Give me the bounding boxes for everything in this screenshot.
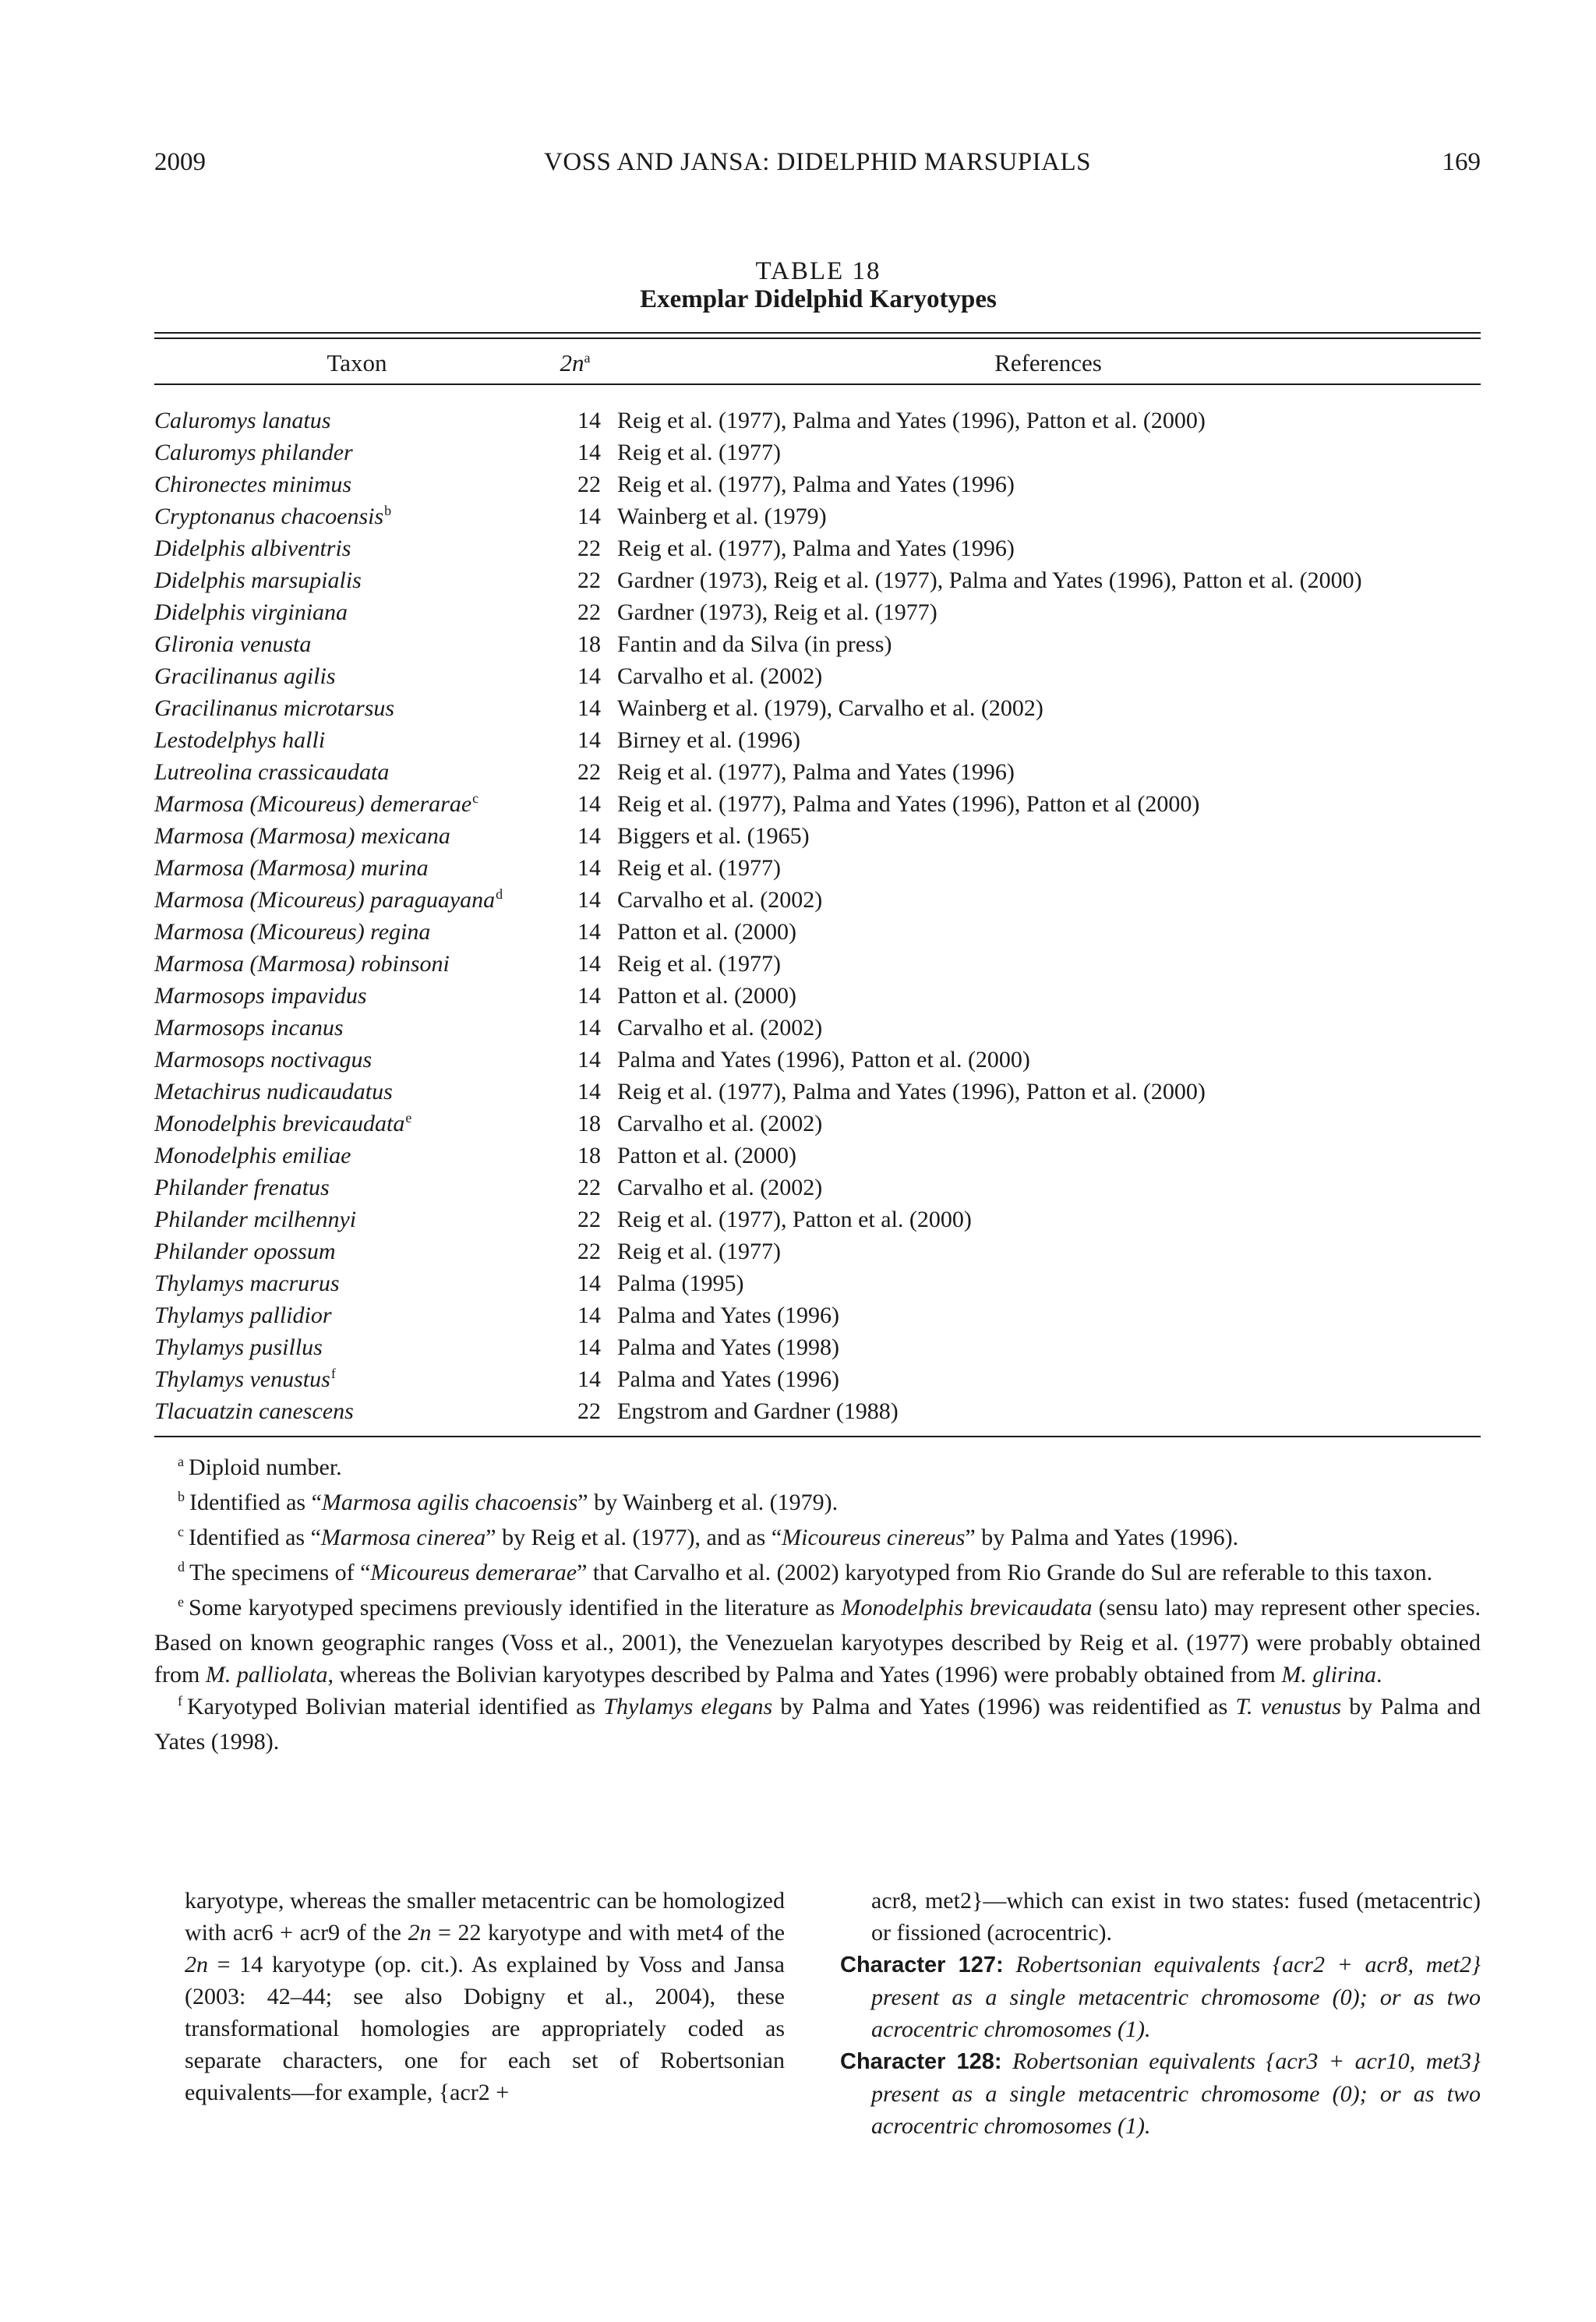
taxon-cell (154, 1012, 344, 1044)
body-column-left (185, 1885, 785, 2108)
taxon-cell (154, 1331, 323, 1363)
taxon-name: Gracilinanus agilis (154, 663, 336, 689)
references-cell: Reig et al. (1977), Palma and Yates (1996), Patton et al (2000) (617, 791, 1200, 817)
references-cell: Reig et al. (1977) (617, 855, 781, 881)
character-127 (840, 1949, 1481, 2045)
diploid-number-cell: 14 (577, 727, 601, 753)
taxon-cell (154, 436, 353, 468)
table-row (154, 1331, 1495, 1363)
footnote-taxon: M. glirina (1281, 1662, 1377, 1688)
taxon-name: Marmosa (Marmosa) robinsoni (154, 951, 450, 977)
taxon-name: Lutreolina crassicaudata (154, 759, 390, 785)
taxon-name: Marmosa (Micoureus) regina (154, 919, 431, 945)
body-text: karyotype, whereas the smaller metacentric can be homologized with acr6 + acr9 of the (185, 1888, 785, 1946)
taxon-cell (154, 628, 311, 660)
diploid-number-cell: 14 (577, 1334, 601, 1360)
references-cell: Wainberg et al. (1979), Carvalho et al. (2002) (617, 695, 1043, 721)
body-text: = 22 karyotype and with met4 of the (431, 1920, 786, 1946)
references-cell: Reig et al. (1977), Palma and Yates (1996) (617, 535, 1015, 561)
taxon-name: Glironia venusta (154, 631, 312, 657)
taxon-name: Didelphis albiventris (154, 535, 351, 561)
taxon-name: Marmosops incanus (154, 1015, 344, 1041)
taxon-name: Didelphis marsupialis (154, 567, 362, 593)
taxon-name: Thylamys macrurus (154, 1271, 340, 1296)
footnote-taxon: Thylamys elegans (603, 1694, 773, 1719)
taxon-cell (154, 1203, 356, 1235)
table-row (154, 628, 1495, 660)
references-cell: Palma and Yates (1996), Patton et al. (2000) (617, 1047, 1030, 1073)
taxon-cell (154, 820, 450, 852)
footnote-taxon: T. venustus (1235, 1694, 1342, 1719)
footnote-text: . (1376, 1662, 1382, 1688)
diploid-number-cell: 22 (577, 472, 601, 497)
references-cell: Patton et al. (2000) (617, 1143, 796, 1168)
taxon-cell (154, 1267, 340, 1299)
taxon-cell (154, 1044, 372, 1076)
footnote-text: ” that Carvalho et al. (2002) karyotyped from Rio Grande do Sul are referable to this taxon. (577, 1560, 1433, 1585)
footnote-text: Some karyotyped specimens previously identified in the literature as (189, 1595, 842, 1620)
column-header-references: References (994, 349, 1102, 376)
taxon-cell (154, 564, 362, 596)
taxon-name: Gracilinanus microtarsus (154, 695, 395, 721)
body-column-right (840, 1885, 1481, 2142)
references-cell: Reig et al. (1977), Palma and Yates (1996) (617, 759, 1015, 785)
references-cell: Fantin and da Silva (in press) (617, 631, 892, 657)
diploid-number-cell: 14 (577, 504, 601, 529)
body-math: 2n (185, 1952, 208, 1977)
taxon-name: Didelphis virginiana (154, 599, 348, 625)
table-row (154, 1235, 1495, 1267)
diploid-number-cell: 14 (577, 1079, 601, 1104)
taxon-name: Marmosops impavidus (154, 983, 367, 1009)
taxon-cell (154, 1363, 336, 1398)
footnote-taxon: M. palliolata (205, 1662, 328, 1688)
table-top-rule-second (154, 338, 1481, 339)
diploid-number-cell: 14 (577, 1271, 601, 1296)
table-row (154, 916, 1495, 948)
column-header-diploid-footnote: a (584, 350, 591, 366)
references-cell: Reig et al. (1977), Palma and Yates (1996), Patton et al. (2000) (617, 408, 1206, 433)
taxon-cell (154, 948, 450, 980)
footnote-text: The specimens of “ (189, 1560, 371, 1585)
taxon-cell (154, 916, 430, 948)
taxon-name: Thylamys venustus (154, 1366, 330, 1392)
table-title: TABLE 18 (755, 257, 881, 285)
table-row (154, 660, 1495, 692)
diploid-number-cell: 14 (577, 663, 601, 689)
references-cell: Carvalho et al. (2002) (617, 663, 823, 689)
column-header-diploid-label: 2n (560, 349, 584, 376)
diploid-number-cell: 14 (577, 951, 601, 977)
references-cell: Carvalho et al. (2002) (617, 1015, 823, 1041)
taxon-cell (154, 724, 325, 756)
taxon-cell (154, 756, 389, 788)
references-cell: Gardner (1973), Reig et al. (1977) (617, 599, 937, 625)
diploid-number-cell: 14 (577, 1302, 601, 1328)
taxon-cell (154, 660, 336, 692)
references-cell: Reig et al. (1977) (617, 440, 781, 465)
table-row (154, 1395, 1495, 1427)
taxon-name: Marmosops noctivagus (154, 1047, 373, 1073)
taxon-cell (154, 1172, 330, 1203)
diploid-number-cell: 22 (577, 567, 601, 593)
table-row (154, 1363, 1495, 1395)
character-description: Robertsonian equivalents {acr3 + acr10, met3} present as a single metacentric chromosome (0); or as two acrocentric chromosomes (1). (871, 2048, 1481, 2139)
table-bottom-rule (154, 1436, 1481, 1437)
footnote-mark: b (178, 1489, 185, 1504)
taxon-name: Monodelphis emiliae (154, 1143, 351, 1168)
references-cell: Carvalho et al. (2002) (617, 887, 823, 913)
header-year: 2009 (154, 148, 206, 176)
column-header-taxon: Taxon (327, 349, 387, 376)
taxon-cell (154, 468, 351, 500)
footnote-mark: f (178, 1693, 182, 1709)
table-row (154, 468, 1495, 500)
table-row (154, 980, 1495, 1012)
taxon-cell (154, 980, 367, 1012)
taxon-name: Lestodelphys halli (154, 727, 326, 753)
body-text: = 14 karyotype (op. cit.). As explained by Voss and Jansa (2003: 42–44; see also Dobigny et al., 2004), these transformational homologies are appropriately coded as separate characters, one for each set of Robertsonian equivalents—for example, {acr2 + (185, 1952, 785, 2105)
taxon-cell (154, 1395, 354, 1427)
references-cell: Palma and Yates (1996) (617, 1366, 839, 1392)
references-cell: Reig et al. (1977) (617, 1239, 781, 1264)
references-cell: Palma (1995) (617, 1271, 744, 1296)
table-row (154, 1267, 1495, 1299)
table-row (154, 1172, 1495, 1203)
references-cell: Palma and Yates (1996) (617, 1302, 839, 1328)
diploid-number-cell: 22 (577, 1398, 601, 1424)
diploid-number-cell: 22 (577, 599, 601, 625)
diploid-number-cell: 18 (577, 631, 601, 657)
table-row (154, 1076, 1495, 1108)
taxon-name: Philander mcilhennyi (154, 1207, 357, 1232)
diploid-number-cell: 14 (577, 408, 601, 433)
diploid-number-cell: 22 (577, 1207, 601, 1232)
diploid-number-cell: 14 (577, 919, 601, 945)
footnote-text: Karyotyped Bolivian material identified as (187, 1694, 604, 1719)
footnote-text: , whereas the Bolivian karyotypes described by Palma and Yates (1996) were probably obtained from (327, 1662, 1282, 1688)
table-row (154, 852, 1495, 884)
footnote-mark: a (178, 1454, 184, 1469)
taxon-cell (154, 788, 478, 823)
taxon-name: Tlacuatzin canescens (154, 1398, 354, 1424)
taxon-name: Metachirus nudicaudatus (154, 1079, 393, 1104)
footnote-mark: c (178, 1524, 184, 1539)
running-header (154, 148, 1481, 179)
taxon-cell (154, 1108, 411, 1143)
references-cell: Carvalho et al. (2002) (617, 1111, 823, 1136)
diploid-number-cell: 14 (577, 983, 601, 1009)
table-row (154, 756, 1495, 788)
footnote-text: ” by Palma and Yates (1996). (965, 1525, 1239, 1550)
taxon-name: Thylamys pallidior (154, 1302, 332, 1328)
body-paragraph: acr8, met2}—which can exist in two states: fused (metacentric) or fissioned (acrocentric). (871, 1888, 1481, 1946)
references-cell: Patton et al. (2000) (617, 919, 796, 945)
footnote-f (154, 1691, 1481, 1758)
references-cell: Gardner (1973), Reig et al. (1977), Palma and Yates (1996), Patton et al. (2000) (617, 567, 1362, 593)
diploid-number-cell: 14 (577, 695, 601, 721)
footnote-mark: c (472, 790, 479, 806)
footnote-e (154, 1592, 1481, 1691)
taxon-cell (154, 1299, 332, 1331)
body-math: 2n (408, 1920, 432, 1946)
table-row (154, 724, 1495, 756)
references-cell: Reig et al. (1977), Palma and Yates (1996), Patton et al. (2000) (617, 1079, 1206, 1104)
taxon-name: Cryptonanus chacoensis (154, 504, 384, 529)
table-row (154, 500, 1495, 532)
table-row (154, 532, 1495, 564)
table-top-rule (154, 332, 1481, 334)
table-row (154, 788, 1495, 820)
references-cell: Palma and Yates (1998) (617, 1334, 839, 1360)
taxon-name: Philander frenatus (154, 1175, 330, 1200)
footnote-mark: b (384, 503, 392, 518)
table-subtitle: Exemplar Didelphid Karyotypes (640, 285, 997, 313)
footnote-taxon: Micoureus demerarae (370, 1560, 577, 1585)
taxon-name: Marmosa (Marmosa) mexicana (154, 823, 450, 849)
taxon-name: Caluromys lanatus (154, 408, 331, 433)
taxon-cell (154, 692, 394, 724)
footnote-text: (sensu lato) may represent other species. Based on known geographic ranges (Voss et al., 2001), the Venezuelan karyotypes described by Reig et al. (1977) were probably obtained from (154, 1595, 1481, 1688)
diploid-number-cell: 14 (577, 887, 601, 913)
footnote-taxon: Marmosa cinerea (320, 1525, 486, 1550)
character-128 (840, 2045, 1481, 2142)
body-paragraph (185, 1885, 785, 2108)
footnote-text: by Palma and Yates (1996) was reidentified as (772, 1694, 1236, 1719)
character-description: Robertsonian equivalents {acr2 + acr8, met2} present as a single metacentric chromosome (0); or as two acrocentric chromosomes (1). (871, 1952, 1481, 2042)
diploid-number-cell: 22 (577, 1239, 601, 1264)
footnote-c (154, 1521, 1481, 1557)
table-row (154, 436, 1495, 468)
table-row (154, 1012, 1495, 1044)
diploid-number-cell: 14 (577, 855, 601, 881)
taxon-cell (154, 884, 503, 919)
table-row (154, 1044, 1495, 1076)
table-row (154, 692, 1495, 724)
table-footnotes (154, 1451, 1481, 1758)
references-cell: Reig et al. (1977), Patton et al. (2000) (617, 1207, 972, 1232)
taxon-cell (154, 596, 348, 628)
table-row (154, 596, 1495, 628)
diploid-number-cell: 18 (577, 1143, 601, 1168)
footnote-a (154, 1451, 1481, 1486)
table-row (154, 1108, 1495, 1140)
footnote-text: Identified as “ (189, 1490, 322, 1515)
table-row (154, 405, 1495, 436)
diploid-number-cell: 14 (577, 823, 601, 849)
taxon-cell (154, 852, 429, 884)
footnote-text: ” by Wainberg et al. (1979). (577, 1490, 839, 1515)
character-label: Character 127: (840, 1953, 1004, 1977)
taxon-name: Chironectes minimus (154, 472, 352, 497)
references-cell: Patton et al. (2000) (617, 983, 796, 1009)
references-cell: Birney et al. (1996) (617, 727, 800, 753)
footnote-taxon: Marmosa agilis chacoensis (321, 1490, 578, 1515)
footnote-text: Diploid number. (189, 1454, 342, 1480)
references-cell: Biggers et al. (1965) (617, 823, 810, 849)
diploid-number-cell: 14 (577, 1047, 601, 1073)
references-cell: Reig et al. (1977), Palma and Yates (1996) (617, 472, 1015, 497)
taxon-name: Thylamys pusillus (154, 1334, 323, 1360)
footnote-mark: d (496, 886, 503, 902)
references-cell: Engstrom and Gardner (1988) (617, 1398, 899, 1424)
taxon-cell (154, 1076, 393, 1108)
diploid-number-cell: 14 (577, 791, 601, 817)
taxon-name: Philander opossum (154, 1239, 336, 1264)
taxon-name: Marmosa (Micoureus) paraguayana (154, 887, 496, 913)
diploid-number-cell: 22 (577, 535, 601, 561)
diploid-number-cell: 22 (577, 759, 601, 785)
diploid-number-cell: 14 (577, 1366, 601, 1392)
table-row (154, 948, 1495, 980)
diploid-number-cell: 22 (577, 1175, 601, 1200)
taxon-name: Marmosa (Marmosa) murina (154, 855, 429, 881)
footnote-mark: f (330, 1366, 336, 1381)
taxon-cell (154, 500, 391, 535)
footnote-d (154, 1557, 1481, 1592)
page-number: 169 (1442, 148, 1481, 176)
footnote-b (154, 1486, 1481, 1521)
table-row (154, 884, 1495, 916)
footnote-text: ” by Reig et al. (1977), and as “ (486, 1525, 782, 1550)
taxon-name: Caluromys philander (154, 440, 353, 465)
footnote-text: by Palma and Yates (1998). (154, 1694, 1481, 1755)
footnote-taxon: Micoureus cinereus (782, 1525, 966, 1550)
diploid-number-cell: 14 (577, 440, 601, 465)
references-cell: Carvalho et al. (2002) (617, 1175, 823, 1200)
references-cell: Reig et al. (1977) (617, 951, 781, 977)
diploid-number-cell: 14 (577, 1015, 601, 1041)
footnote-taxon: Monodelphis brevicaudata (841, 1595, 1093, 1620)
header-title: VOSS AND JANSA: DIDELPHID MARSUPIALS (544, 148, 1091, 176)
taxon-cell (154, 1235, 336, 1267)
table-row (154, 1203, 1495, 1235)
taxon-name: Monodelphis brevicaudata (154, 1111, 405, 1136)
footnote-mark: d (178, 1559, 185, 1575)
column-header-diploid (546, 349, 605, 377)
table-body (154, 405, 1495, 1427)
table-row (154, 1140, 1495, 1172)
taxon-cell (154, 532, 351, 564)
taxon-cell (154, 405, 330, 436)
table-header-rule (154, 383, 1481, 385)
character-label: Character 128: (840, 2049, 1002, 2074)
taxon-cell (154, 1140, 351, 1172)
footnote-mark: e (405, 1110, 412, 1126)
footnote-mark: e (178, 1594, 184, 1610)
table-row (154, 820, 1495, 852)
diploid-number-cell: 18 (577, 1111, 601, 1136)
references-cell: Wainberg et al. (1979) (617, 504, 827, 529)
table-row (154, 564, 1495, 596)
taxon-name: Marmosa (Micoureus) demerarae (154, 791, 472, 817)
table-row (154, 1299, 1495, 1331)
footnote-text: Identified as “ (189, 1525, 321, 1550)
